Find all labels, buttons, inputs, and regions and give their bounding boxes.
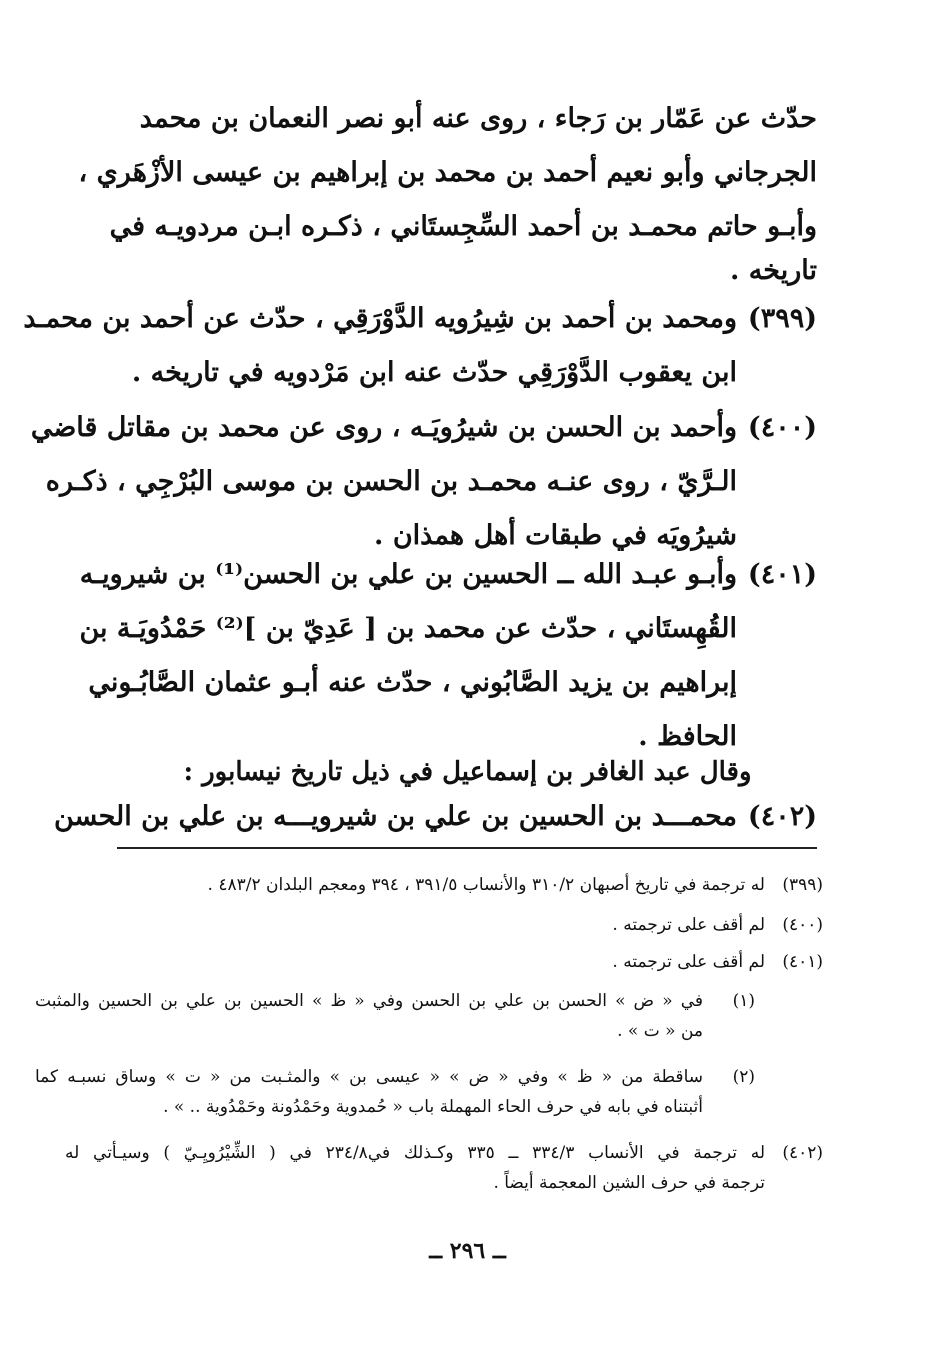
- intro-line-1: حدّث عن عَمّار بن رَجاء ، روى عنه أبو نصر النعمان بن محمد: [139, 103, 817, 134]
- footnote-text: ساقطة من « ظ » وفي « ض » « عيسى بن » والمثـبت من « ت » وساق نسبـه كما: [35, 1067, 703, 1087]
- entry-line: شيرُويَه في طبقات أهل همذان .: [374, 520, 737, 551]
- footnote-number: (٣٩٩): [782, 875, 823, 895]
- footnote-text: أثبتناه في بابه في حرف الحاء المهملة باب « حُمدوية وحَمْدُونة وحَمْدُوية .. » .: [163, 1097, 703, 1117]
- entry-line: وأحمد بن الحسن بن شيرُويَـه ، روى عن محمد بن مقاتل قاضي: [30, 412, 737, 443]
- entry-line: الـرَّيّ ، روى عنـه محمـد بن الحسن بن موسى البُرْجِي ، ذكـره: [45, 466, 737, 497]
- footnote-divider: [117, 847, 817, 849]
- entry-number: (٤٠٠): [747, 412, 817, 443]
- footnote-text: ترجمة في حرف الشين المعجمة أيضاً .: [493, 1173, 765, 1193]
- entry-line: إبراهيم بن يزيد الصَّابُوني ، حدّث عنه أبـو عثمان الصَّابُـوني: [88, 667, 737, 698]
- intro-line-2: الجرجاني وأبو نعيم أحمد بن محمد بن إبراهيم بن عيسى الأزْهَري ،: [78, 157, 817, 188]
- entry-number: (٤٠١): [747, 559, 817, 590]
- entry-number: (٣٩٩): [747, 303, 817, 334]
- footnote-number: (١): [732, 991, 755, 1011]
- page-number: ــ ٢٩٦ ــ: [429, 1238, 506, 1264]
- footnote-text: في « ض » الحسن بن علي بن الحسن وفي « ظ » الحسين بن علي بن الحسين والمثبت: [35, 991, 703, 1011]
- footnote-number: (٢): [732, 1067, 755, 1087]
- entry-line: الحافظ .: [638, 721, 737, 752]
- footnote-text: لم أقف على ترجمته .: [612, 915, 765, 935]
- entry-line: ابن يعقوب الدَّوْرَقِي حدّث عنه ابن مَرْدويه في تاريخه .: [131, 357, 737, 388]
- footnote-text: من « ت » .: [617, 1021, 703, 1041]
- intro-line-3: وأبـو حاتم محمـد بن أحمد السِّجِستَاني ، ذكـره ابـن مردويـه في: [109, 211, 817, 242]
- intro-line-4: تاريخه .: [730, 255, 817, 286]
- entry-number: (٤٠٢): [747, 801, 817, 832]
- entry-line: القُهِستَاني ، حدّث عن محمد بن [ عَدِيّ بن ]⁽²⁾ حَمْدُويَـة بن: [79, 613, 737, 644]
- section-note: وقال عبد الغافر بن إسماعيل في ذيل تاريخ نيسابور :: [183, 757, 752, 787]
- footnote-text: له ترجمة في الأنساب ٣٣٤/٣ ــ ٣٣٥ وكـذلك في٢٣٤/٨ في ( الشِّيْرُويِـيّ ) وسيـأتي له: [65, 1143, 765, 1163]
- footnote-number: (٤٠٠): [782, 915, 823, 935]
- footnote-text: لم أقف على ترجمته .: [612, 952, 765, 972]
- entry-line: ومحمد بن أحمد بن شِيرُويه الدَّوْرَقِي ، حدّث عن أحمد بن محمـد: [23, 303, 737, 334]
- footnote-number: (٤٠١): [782, 952, 823, 972]
- footnote-text: له ترجمة في تاريخ أصبهان ٣١٠/٢ والأنساب ٣٩١/٥ ، ٣٩٤ ومعجم البلدان ٤٨٣/٢ .: [207, 875, 765, 895]
- footnote-number: (٤٠٢): [782, 1143, 823, 1163]
- entry-line: محمـــد بن الحسين بن علي بن شيرويـــه بن علي بن الحسن: [53, 801, 737, 832]
- entry-line: وأبـو عبـد الله ــ الحسين بن علي بن الحسن⁽¹⁾ بن شيرويـه: [79, 559, 737, 590]
